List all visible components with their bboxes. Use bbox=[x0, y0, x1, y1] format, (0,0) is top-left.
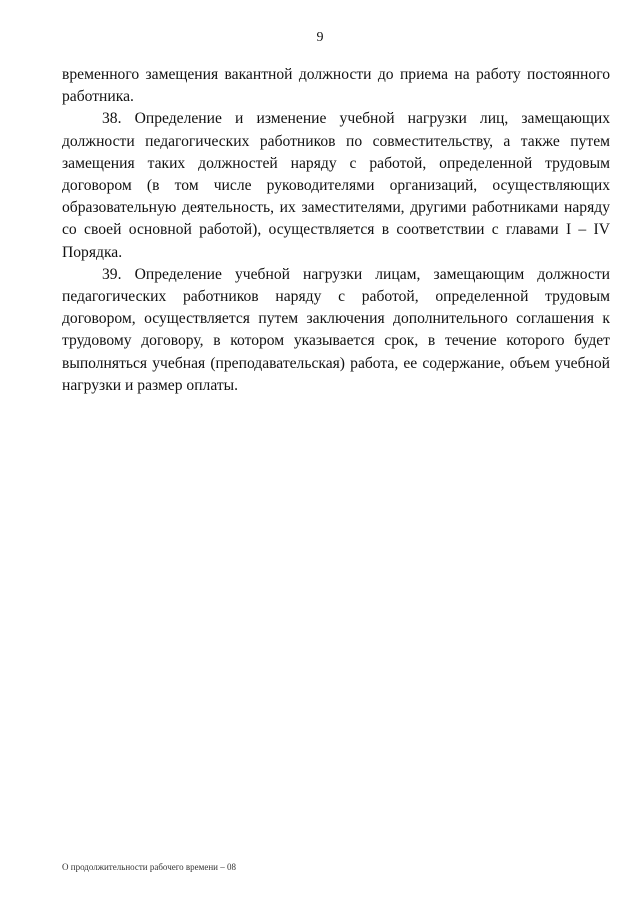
page-number: 9 bbox=[316, 30, 324, 45]
paragraph-38: 38. Определение и изменение учебной нагрузки лиц, замещающих должности педагогических работников по совместительству, а также путем замещения таких должностей наряду с работой, определенной трудовым договором (в том числе руководителями организаций, осуществляющих образовательную деятельность, их заместителями, другими работниками наряду со своей основной работой), осуществляется в соответствии с главами I – IV Порядка. bbox=[62, 110, 610, 261]
paragraph-continuation: временного замещения вакантной должности до приема на работу постоянного работника. bbox=[62, 66, 610, 106]
paragraph-39: 39. Определение учебной нагрузки лицам, замещающим должности педагогических работников наряду с работой, определенной трудовым договором, осуществляется путем заключения дополнительного соглашения к трудовому договору, в котором указывается срок, в течение которого будет выполняться учебная (преподавательская) работа, ее содержание, объем учебной нагрузки и размер оплаты. bbox=[62, 265, 610, 394]
document-footer: О продолжительности рабочего времени – 08 bbox=[62, 862, 236, 872]
document-body bbox=[62, 64, 610, 397]
